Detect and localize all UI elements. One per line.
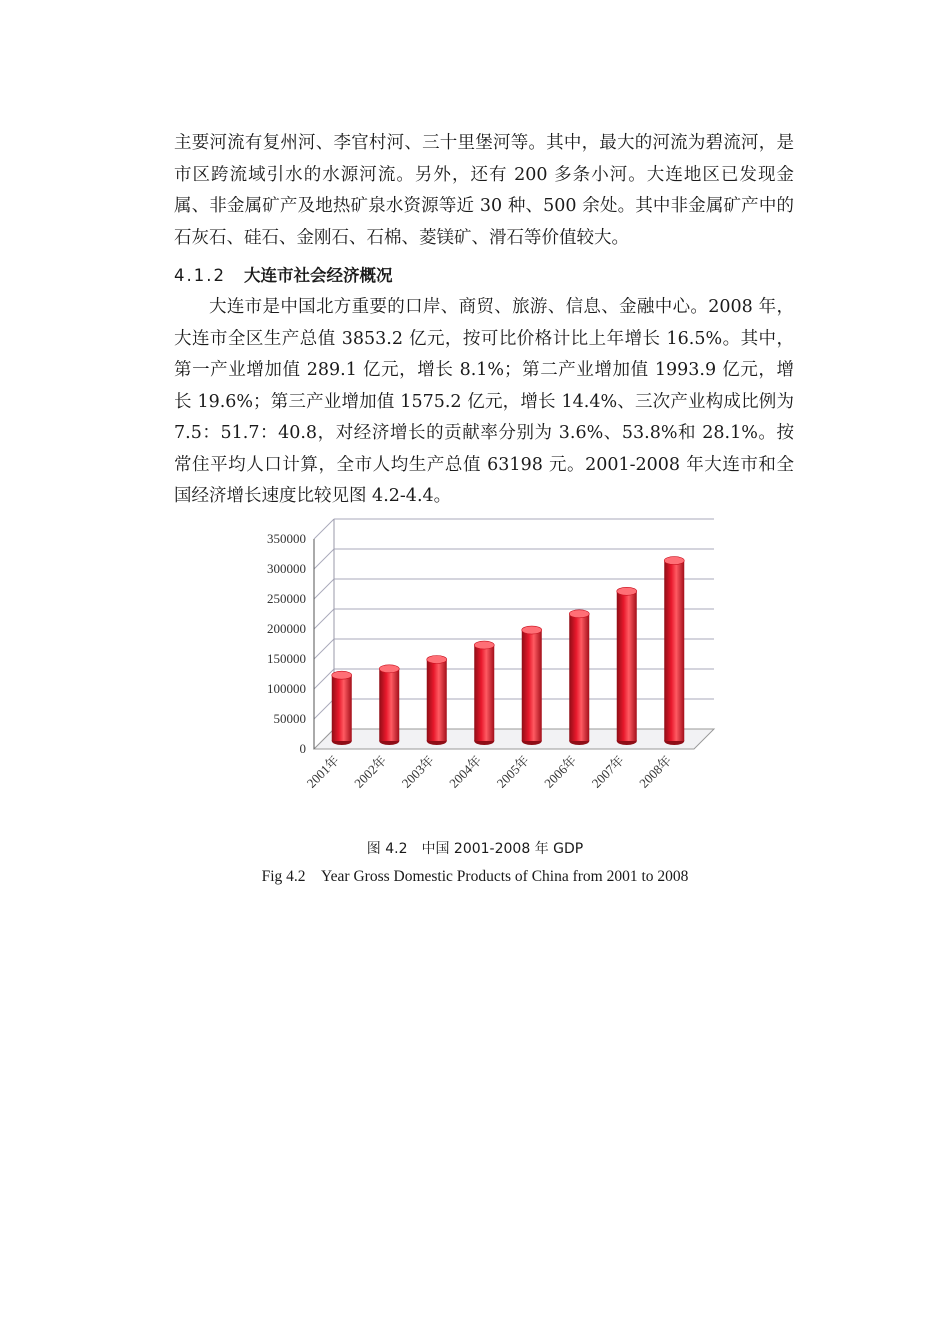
gridline-side	[314, 519, 334, 539]
gridlines	[314, 519, 714, 749]
x-tick-label: 2005年	[493, 752, 532, 791]
y-tick-label: 150000	[267, 651, 306, 666]
bar	[474, 641, 494, 745]
gridline-side	[314, 549, 334, 569]
bar-top	[617, 587, 637, 595]
y-tick-label: 250000	[267, 591, 306, 606]
bar-top	[474, 641, 494, 649]
bar-body	[617, 591, 637, 741]
gridline-side	[314, 609, 334, 629]
bar-top	[569, 610, 589, 618]
gridline-side	[314, 579, 334, 599]
gridline-side	[314, 639, 334, 659]
bar	[569, 610, 589, 745]
gdp-bar-chart	[236, 517, 726, 827]
y-tick-label: 100000	[267, 681, 306, 696]
bar-top	[379, 665, 399, 673]
y-tick-label: 50000	[273, 711, 306, 726]
x-tick-label: 2001年	[303, 752, 342, 791]
section-title: 大连市社会经济概况	[243, 266, 393, 285]
bar-top	[427, 656, 447, 664]
figure-caption-english: Fig 4.2 Year Gross Domestic Products of China from 2001 to 2008	[261, 868, 689, 885]
bar	[617, 587, 637, 745]
section-number: 4.1.2	[174, 266, 226, 285]
y-tick-label: 0	[299, 741, 306, 756]
bar	[664, 557, 684, 745]
x-tick-label: 2007年	[588, 752, 627, 791]
y-tick-label: 350000	[267, 531, 306, 546]
bar-body	[569, 614, 589, 741]
body-paragraph-economy: 大连市是中国北方重要的口岸、商贸、旅游、信息、金融中心。2008 年，大连市全区生产总值 3853.2 亿元，按可比价格计比上年增长 16.5%。其中，第一产业增加值 289.1 亿元，增长 8.1%；第二产业增加值 1993.9 亿元，增长 19.6%；第三产业增加值 1575.2 亿元，增长 14.4%、三次产业构成比例为 7.5：51.7：40.8，对经济增长的贡献率分别为 3.6%、53.8%和 28.1%。按常住平均人口计算，全市人均生产总值 63198 元。2001-2008 年大连市和全国经济增长速度比较见图 4.2-4.4。	[174, 297, 794, 506]
gridline-side	[314, 669, 334, 689]
bar-top	[332, 671, 352, 679]
bar-body	[664, 561, 684, 741]
chart-floor	[314, 729, 714, 749]
figure-caption-chinese: 图 4.2 中国 2001-2008 年 GDP	[366, 841, 584, 857]
bar-body	[427, 660, 447, 741]
x-tick-label: 2008年	[636, 752, 675, 791]
x-tick-label: 2003年	[398, 752, 437, 791]
body-paragraph-rivers: 主要河流有复州河、李官村河、三十里堡河等。其中，最大的河流为碧流河，是市区跨流域引水的水源河流。另外，还有 200 多条小河。大连地区已发现金属、非金属矿产及地热矿泉水资源等近 30 种、500 余处。其中非金属矿产中的石灰石、硅石、金刚石、石棉、菱镁矿、滑石等价值较大。	[174, 133, 794, 248]
section-heading	[174, 262, 392, 286]
bar	[522, 626, 542, 745]
bar-top	[664, 557, 684, 565]
bar	[332, 671, 352, 745]
x-tick-label: 2004年	[446, 752, 485, 791]
bar-body	[522, 630, 542, 741]
y-tick-label: 200000	[267, 621, 306, 636]
y-tick-label: 300000	[267, 561, 306, 576]
gridline-side	[314, 699, 334, 719]
bar-body	[474, 645, 494, 741]
bar-top	[522, 626, 542, 634]
bar	[427, 656, 447, 745]
x-tick-label: 2006年	[541, 752, 580, 791]
bar-body	[379, 669, 399, 741]
bar-body	[332, 675, 352, 741]
x-tick-label: 2002年	[351, 752, 390, 791]
bar	[379, 665, 399, 745]
